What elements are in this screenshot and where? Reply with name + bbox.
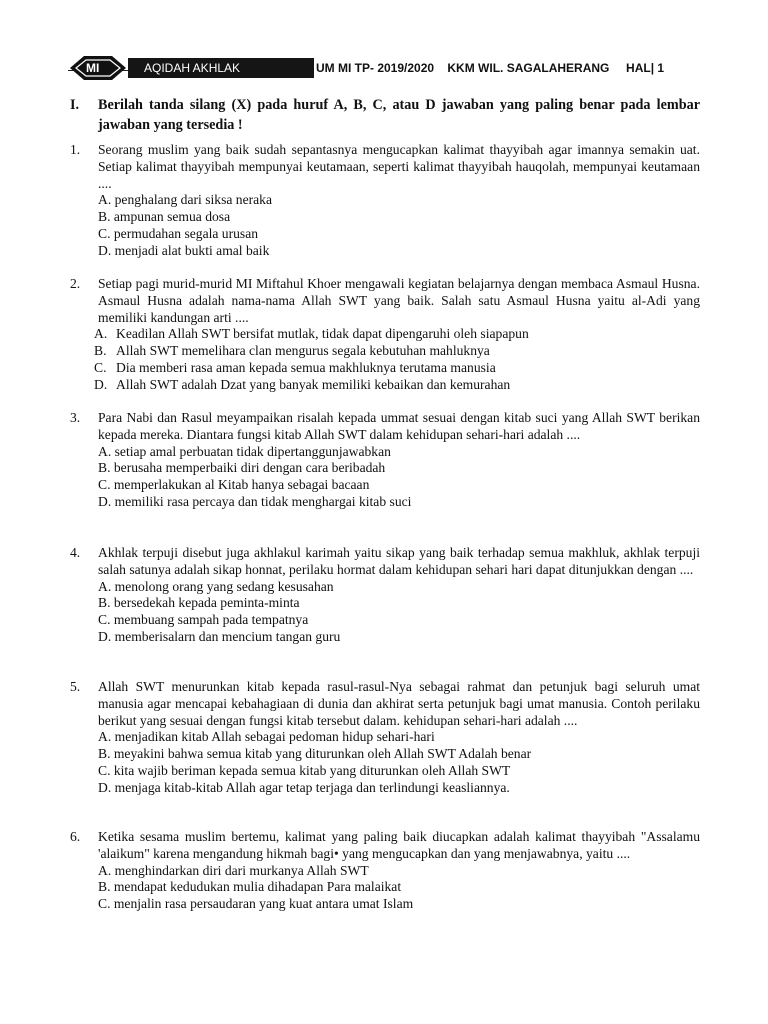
option-c[interactable]: C. permudahan segala urusan bbox=[98, 225, 259, 241]
option-c[interactable] bbox=[94, 360, 700, 377]
option-d[interactable]: D. memberisalarn dan mencium tangan guru bbox=[98, 628, 341, 644]
option-b[interactable] bbox=[94, 343, 700, 360]
option-text: Allah SWT memelihara clan mengurus segala kebutuhan mahluknya bbox=[116, 343, 490, 359]
instruction-text: Berilah tanda silang (X) pada huruf A, B, C, atau D jawaban yang paling benar pada lembar jawaban yang tersedia ! bbox=[98, 97, 700, 133]
question-number: 6. bbox=[70, 829, 81, 844]
option-letter: B. bbox=[94, 343, 107, 359]
instruction-number: I. bbox=[70, 97, 80, 113]
option-c[interactable]: C. membuang sampah pada tempatnya bbox=[98, 612, 309, 628]
question-5 bbox=[70, 679, 700, 797]
option-b[interactable]: B. berusaha memperbaiki diri dengan cara beribadah bbox=[98, 460, 386, 476]
option-text: Allah SWT adalah Dzat yang banyak memiliki kebaikan dan kemurahan bbox=[116, 376, 511, 392]
question-stem: Para Nabi dan Rasul meyampaikan risalah kepada ummat sesuai dengan kitab suci yang Allah SWT berikan kepada mereka. Diantara fungsi kitab Allah SWT dalam kehidupan sehari-hari adalah .... bbox=[98, 410, 700, 442]
page-header bbox=[68, 57, 700, 81]
badge-label: MI bbox=[86, 61, 100, 75]
instruction bbox=[70, 95, 700, 135]
question-6 bbox=[70, 829, 700, 913]
option-d[interactable]: D. menjaga kitab-kitab Allah agar tetap terjaga dan terlindungi keasliannya. bbox=[98, 779, 510, 795]
option-b[interactable]: B. bersedekah kepada peminta-minta bbox=[98, 595, 300, 611]
option-b[interactable]: B. mendapat kedudukan mulia dihadapan Para malaikat bbox=[98, 879, 402, 895]
question-number: 4. bbox=[70, 545, 81, 560]
question-stem: Ketika sesama muslim bertemu, kalimat yang paling baik diucapkan adalah kalimat thayyibah "Assalamu 'alaikum" karena mengandung hikmah bagi• yang mengucapkan dan yang menjawabnya, yaitu .... bbox=[98, 829, 700, 861]
question-number: 3. bbox=[70, 410, 81, 425]
question-stem: Allah SWT menurunkan kitab kepada rasul-rasul-Nya sebagai rahmat dan petunjuk bagi seluruh umat manusia agar mencapai kebahagiaan di dunia dan akhirat serta petunjuk bagi umat manusia. Contoh perilaku berikut yang sesuai dengan fungsi kitab tersebut dalam. kehidupan sehari-hari adalah .... bbox=[98, 679, 700, 728]
option-b[interactable]: B. ampunan semua dosa bbox=[98, 209, 231, 225]
option-letter: A. bbox=[94, 326, 108, 342]
option-a[interactable]: A. menolong orang yang sedang kesusahan bbox=[98, 578, 334, 594]
option-c[interactable]: C. kita wajib beriman kepada semua kitab yang diturunkan oleh Allah SWT bbox=[98, 762, 511, 778]
option-d[interactable]: D. memiliki rasa percaya dan tidak menghargai kitab suci bbox=[98, 493, 412, 509]
question-stem: Setiap pagi murid-murid MI Miftahul Khoer mengawali kegiatan belajarnya dengan membaca Asmaul Husna. Asmaul Husna adalah nama-nama Allah SWT yang baik. Salah satu Asmaul Husna yaitu al-Adi yang memiliki kandungan arti .... bbox=[98, 276, 700, 325]
header-info: UM MI TP- 2019/2020 KKM WIL. SAGALAHERANG HAL| 1 bbox=[316, 61, 665, 75]
option-letter: C. bbox=[94, 359, 107, 375]
question-stem: Seorang muslim yang baik sudah sepantasnya mengucapkan kalimat thayyibah agar imannya semakin uat. Setiap kalimat thayyibah mempunyai keutamaan, seperti kalimat thayyibah hauqolah, mempunyai keutamaan .... bbox=[98, 142, 700, 191]
option-a[interactable]: A. menjadikan kitab Allah sebagai pedoman hidup sehari-hari bbox=[98, 729, 435, 745]
question-number: 1. bbox=[70, 142, 81, 157]
question-2 bbox=[70, 276, 700, 394]
question-stem: Akhlak terpuji disebut juga akhlakul karimah yaitu sikap yang baik terhadap semua makhluk, akhlak terpuji salah satunya adalah sikap honnat, perilaku hormat dalam kehidupan sehari hari dapat ditunjukkan dengan .... bbox=[98, 545, 700, 577]
question-3 bbox=[70, 410, 700, 511]
option-d[interactable]: D. menjadi alat bukti amal baik bbox=[98, 242, 270, 258]
option-c[interactable]: C. menjalin rasa persaudaran yang kuat antara umat Islam bbox=[98, 896, 414, 912]
option-c[interactable]: C. memperlakukan al Kitab hanya sebagai bacaan bbox=[98, 477, 370, 493]
question-number: 2. bbox=[70, 276, 81, 291]
option-b[interactable]: B. meyakini bahwa semua kitab yang diturunkan oleh Allah SWT Adalah benar bbox=[98, 746, 532, 762]
option-letter: D. bbox=[94, 376, 108, 392]
option-a[interactable]: A. menghindarkan diri dari murkanya Allah SWT bbox=[98, 862, 369, 878]
subject-label: AQIDAH AKHLAK bbox=[128, 58, 320, 78]
option-text: Keadilan Allah SWT bersifat mutlak, tidak dapat dipengaruhi oleh siapapun bbox=[116, 326, 529, 342]
option-a[interactable]: A. penghalang dari siksa neraka bbox=[98, 192, 273, 208]
option-text: Dia memberi rasa aman kepada semua makhluknya terutama manusia bbox=[116, 359, 496, 375]
question-4 bbox=[70, 545, 700, 646]
option-a[interactable] bbox=[94, 326, 700, 343]
question-number: 5. bbox=[70, 679, 81, 694]
option-d[interactable] bbox=[94, 377, 700, 394]
question-1 bbox=[70, 142, 700, 260]
option-a[interactable]: A. setiap amal perbuatan tidak dipertanggunjawabkan bbox=[98, 443, 391, 459]
